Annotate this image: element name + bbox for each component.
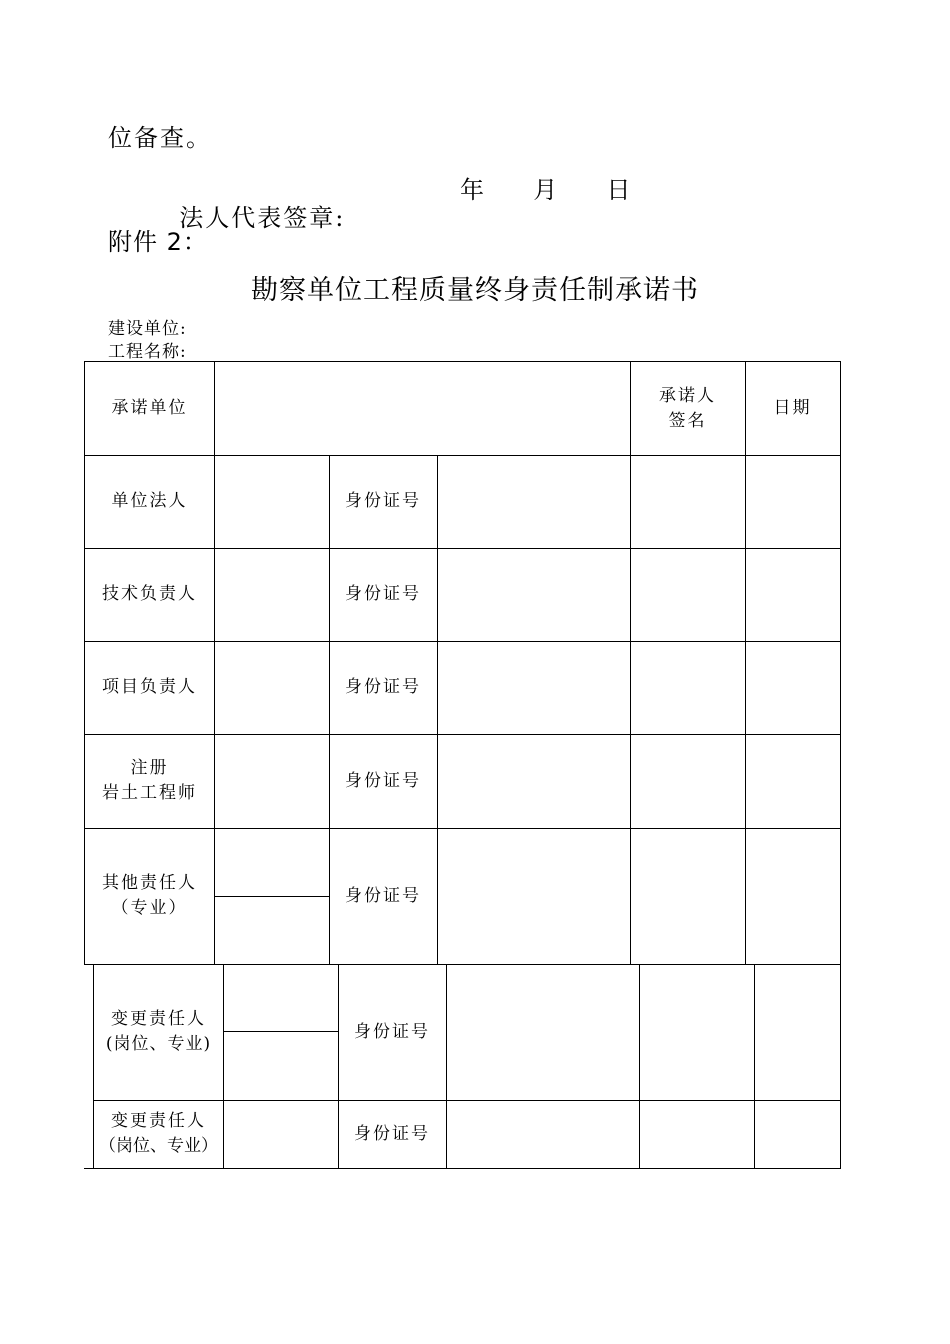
commitment-table-lower [93, 964, 841, 1169]
role-line: 注册 [130, 758, 169, 778]
signer-header [630, 362, 745, 455]
annex-label: 附件 2： [108, 228, 208, 256]
role-change-responsible [94, 964, 223, 1100]
id-number-label: 身份证号 [345, 885, 421, 906]
id-number-label: 身份证号 [345, 770, 421, 791]
signature-label: 法人代表签章: [179, 204, 346, 232]
id-number-label: 身份证号 [354, 1021, 430, 1042]
id-number-label: 身份证号 [354, 1123, 430, 1144]
role-project-lead: 项目负责人 [102, 677, 197, 697]
promise-unit-header: 承诺单位 [111, 398, 188, 418]
role-line: 变更责任人 [111, 1009, 206, 1029]
role-line: （专业） [111, 898, 188, 918]
id-number-label: 身份证号 [345, 677, 421, 697]
role-legal-rep: 单位法人 [111, 491, 188, 511]
table-edge-tick [84, 1168, 94, 1169]
construction-unit-label: 建设单位: [108, 319, 187, 339]
role-line: 变更责任人 [111, 1111, 206, 1131]
role-line: 其他责任人 [102, 873, 197, 893]
role-other-responsible [85, 828, 214, 964]
document-title: 勘察单位工程质量终身责任制承诺书 [251, 275, 699, 306]
role-line: （岗位、专业） [99, 1136, 218, 1156]
role-change-responsible [94, 1100, 223, 1168]
role-registered-engineer [85, 734, 214, 828]
id-number-label: 身份证号 [345, 491, 421, 511]
signature-date-label: 年 月 日 [460, 176, 633, 204]
commitment-table-upper [84, 361, 841, 965]
role-technical-lead: 技术负责人 [102, 584, 197, 604]
project-name-label: 工程名称: [108, 342, 187, 362]
date-header: 日期 [773, 398, 812, 418]
continuation-text: 位备查。 [108, 124, 212, 152]
role-line: (岗位、专业) [105, 1034, 212, 1054]
signer-header-line2: 签名 [668, 410, 707, 431]
signer-header-line1: 承诺人 [659, 385, 716, 406]
role-line: 岩土工程师 [102, 783, 197, 803]
id-number-label: 身份证号 [345, 584, 421, 604]
